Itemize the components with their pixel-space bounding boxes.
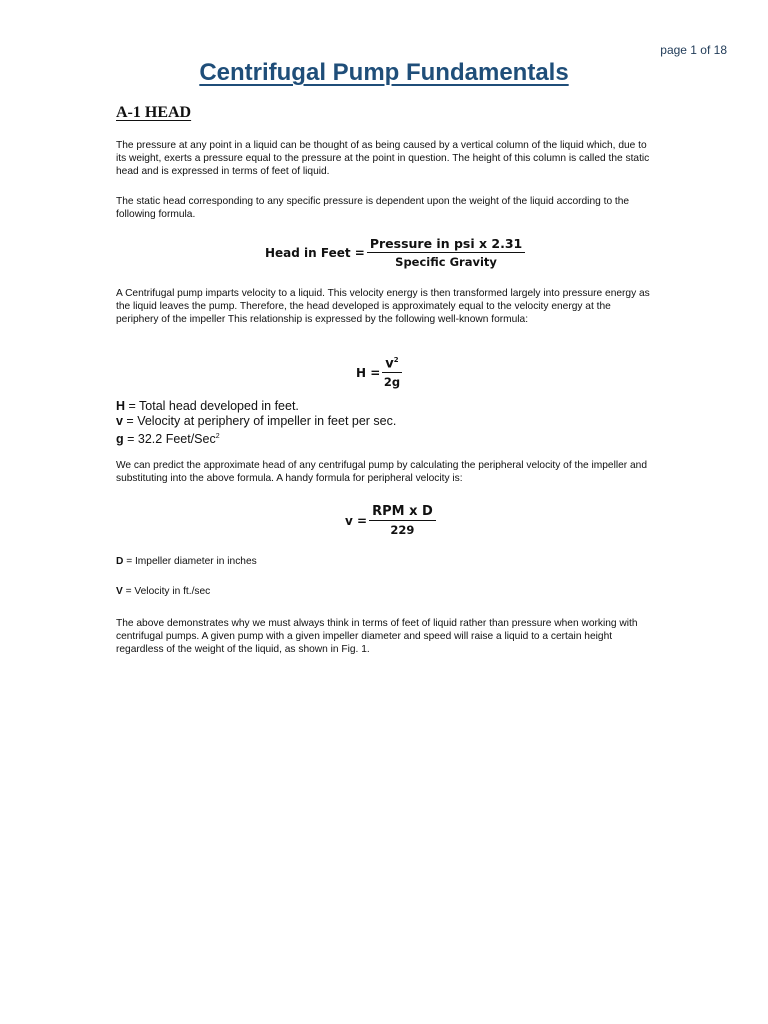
definition-text: = Velocity at periphery of impeller in feet per sec. (122, 414, 397, 428)
paragraph-static-head-intro: The pressure at any point in a liquid can be thought of as being caused by a vertical column of the liquid which, due to its weight, exerts a pressure equal to the pressure at the point in question. The height of this column is called the static head and is expressed in terms of feet of liquid. (116, 140, 650, 177)
paragraph-velocity-energy: A Centrifugal pump imparts velocity to a liquid. This velocity energy is then transformed largely into pressure energy as the liquid leaves the pump. Therefore, the head developed is approximately equal to the velocity energy at the periphery of the impeller This relationship is expressed by the following well-known formula: (116, 288, 650, 325)
section-heading: A-1 HEAD (116, 104, 192, 121)
definition-text: = Impeller diameter in inches (123, 556, 257, 567)
definition-h (116, 399, 396, 414)
formula-head-fraction (367, 236, 525, 269)
definition-g (116, 429, 396, 447)
formula-head-numerator: Pressure in psi x 2.31 (367, 236, 525, 253)
formula-v-numerator: RPM x D (369, 504, 436, 521)
formula-head-in-feet (265, 236, 525, 269)
definition-text: = Velocity in ft./sec (122, 586, 211, 597)
definition-d (116, 556, 257, 567)
formula-v-fraction (369, 504, 436, 537)
definition-text: = 32.2 Feet/Sec (123, 432, 216, 447)
formula-head-lhs: Head in Feet = (265, 245, 365, 260)
formula-head-denominator: Specific Gravity (395, 255, 497, 269)
formula-h-lhs: H = (356, 365, 381, 380)
definition-symbol: g (116, 432, 124, 447)
definition-symbol: V (116, 586, 123, 597)
formula-h-num-base: v (385, 356, 394, 372)
formula-v-lhs: v = (345, 513, 368, 528)
document-title (0, 59, 768, 87)
definition-velocity (116, 586, 210, 597)
formula-h-num-exp: 2 (393, 356, 399, 364)
definition-symbol: v (116, 414, 123, 428)
document-title-text: Centrifugal Pump Fundamentals (199, 59, 569, 86)
paragraph-peripheral-velocity: We can predict the approximate head of any centrifugal pump by calculating the peripheral velocity of the impeller and substituting into the above formula. A handy formula for peripheral velocity is: (116, 460, 647, 484)
paragraph-static-head-formula-intro: The static head corresponding to any specific pressure is dependent upon the weight of the liquid according to the following formula. (116, 196, 630, 220)
definition-symbol: H (116, 399, 126, 413)
formula-h-numerator (382, 356, 401, 373)
definition-text: = Total head developed in feet. (125, 399, 299, 413)
definition-symbol: D (116, 556, 124, 567)
page-number: page 1 of 18 (660, 43, 727, 57)
paragraph-conclusion: The above demonstrates why we must always think in terms of feet of liquid rather than pressure when working with centrifugal pumps. A given pump with a given impeller diameter and speed will raise a liquid to a certain height regardless of the weight of the liquid, as shown in Fig. 1. (116, 618, 638, 655)
formula-peripheral-velocity (345, 504, 436, 537)
definitions-list (116, 399, 396, 447)
formula-head-velocity (356, 356, 402, 389)
formula-v-denominator: 229 (390, 523, 415, 537)
definition-superscript: 2 (215, 433, 220, 440)
formula-h-denominator: 2g (383, 375, 401, 390)
formula-h-fraction (382, 356, 401, 389)
definition-v (116, 414, 396, 429)
